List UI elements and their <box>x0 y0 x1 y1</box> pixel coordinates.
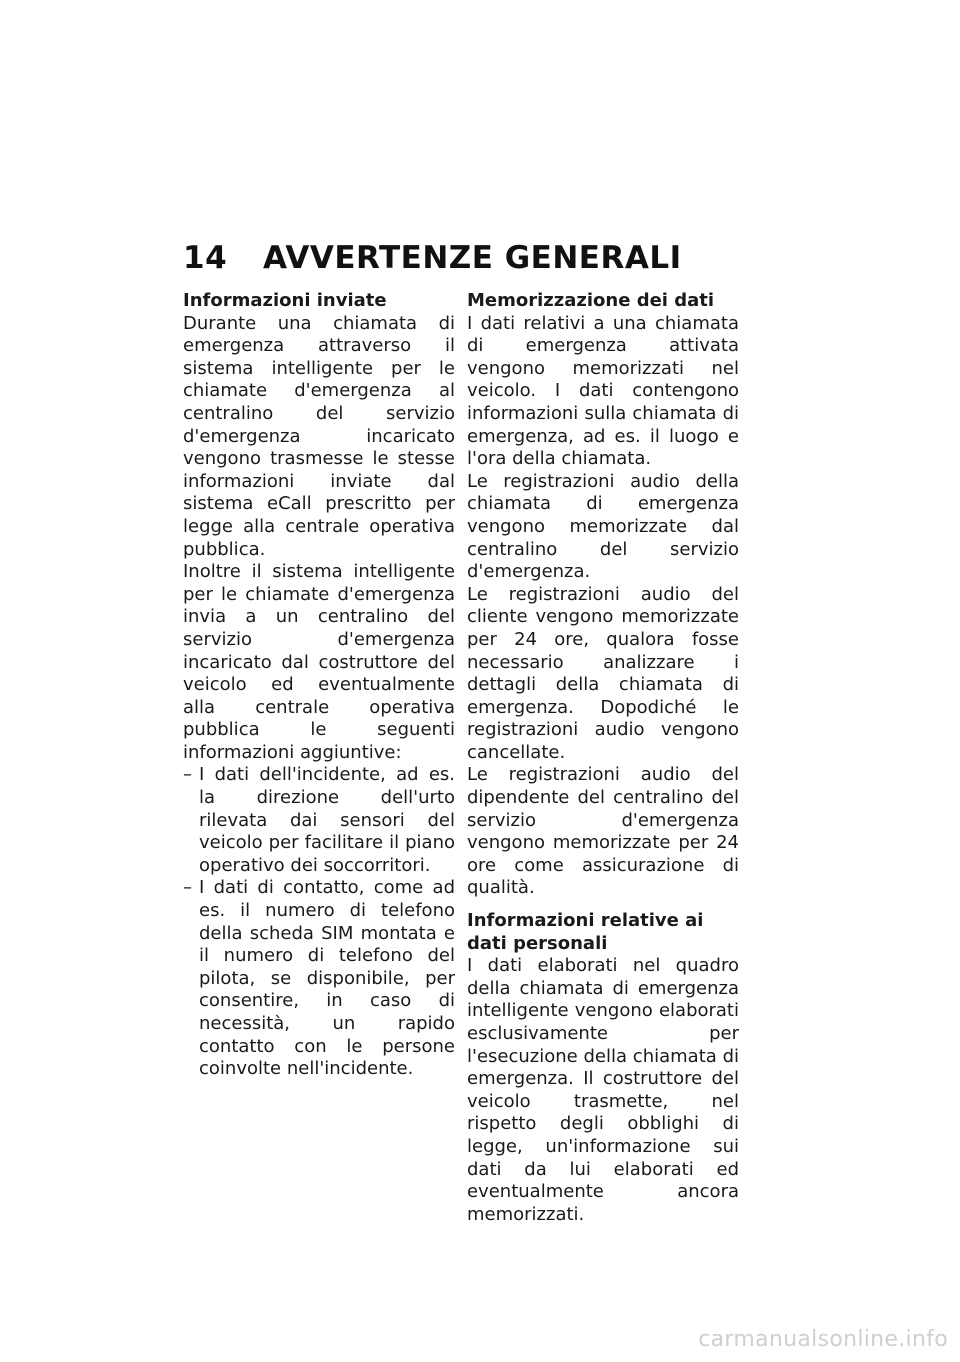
watermark-text: carmanualsonline.info <box>698 1327 948 1352</box>
additional-info-list <box>183 764 455 1080</box>
paragraph: I dati elaborati nel quadro della chiamata di emergenza intelligente vengono elaborati esclusivamente per l'esecuzione della chiamata di emergenza. Il costruttore del veicolo trasmette, nel rispetto degli obblighi di legge, un'informazione sui dati da lui elaborati ed eventualmente ancora memorizzati. <box>467 955 739 1225</box>
paragraph: Le registrazioni audio del dipendente del centralino del servizio d'emergenza vengono memorizzate per 24 ore come assicurazione di qualità. <box>467 764 739 899</box>
chapter-title: AVVERTENZE GENERALI <box>263 240 682 276</box>
chapter-heading <box>183 240 682 276</box>
section-heading-informazioni-inviate: Informazioni inviate <box>183 290 387 311</box>
paragraph: Inoltre il sistema intelligente per le chiamate d'emergenza invia a un centralino del servizio d'emergenza incaricato dal costruttore del veicolo ed eventualmente alla centrale operativa pubblica le seguenti informazioni aggiuntive: <box>183 561 455 763</box>
paragraph: Le registrazioni audio della chiamata di emergenza vengono memorizzate dal centralino del servizio d'emergenza. <box>467 470 739 583</box>
chapter-number: 14 <box>183 240 228 276</box>
paragraph: I dati relativi a una chiamata di emergenza attivata vengono memorizzati nel veicolo. I dati contengono informazioni sulla chiamata di emergenza, ad es. il luogo e l'ora della chiamata. <box>467 312 739 470</box>
list-item: – I dati dell'incidente, ad es. la direzione dell'urto rilevata dai sensori del veicolo per facilitare il piano operativo dei soccorritori. <box>183 764 455 877</box>
section-heading-memorizzazione-dati: Memorizzazione dei dati <box>467 290 715 311</box>
paragraph: Le registrazioni audio del cliente vengono memorizzate per 24 ore, qualora fosse necessario analizzare i dettagli della chiamata di emergenza. Dopodiché le registrazioni audio vengono cancellate. <box>467 583 739 763</box>
left-column <box>183 290 455 1081</box>
right-column <box>467 290 739 1226</box>
paragraph: Durante una chiamata di emergenza attraverso il sistema intelligente per le chiamate d'emergenza al centralino del servizio d'emergenza incaricato vengono trasmesse le stesse informazioni inviate dal sistema eCall prescritto per legge alla centrale operativa pubblica. <box>183 312 455 560</box>
list-item: – I dati di contatto, come ad es. il numero di telefono della scheda SIM montata e il numero di telefono del pilota, se disponibile, per consentire, in caso di necessità, un rapido contatto con le persone coinvolte nell'incidente. <box>183 877 455 1080</box>
section-heading-dati-personali: Informazioni relative ai dati personali <box>467 910 704 954</box>
